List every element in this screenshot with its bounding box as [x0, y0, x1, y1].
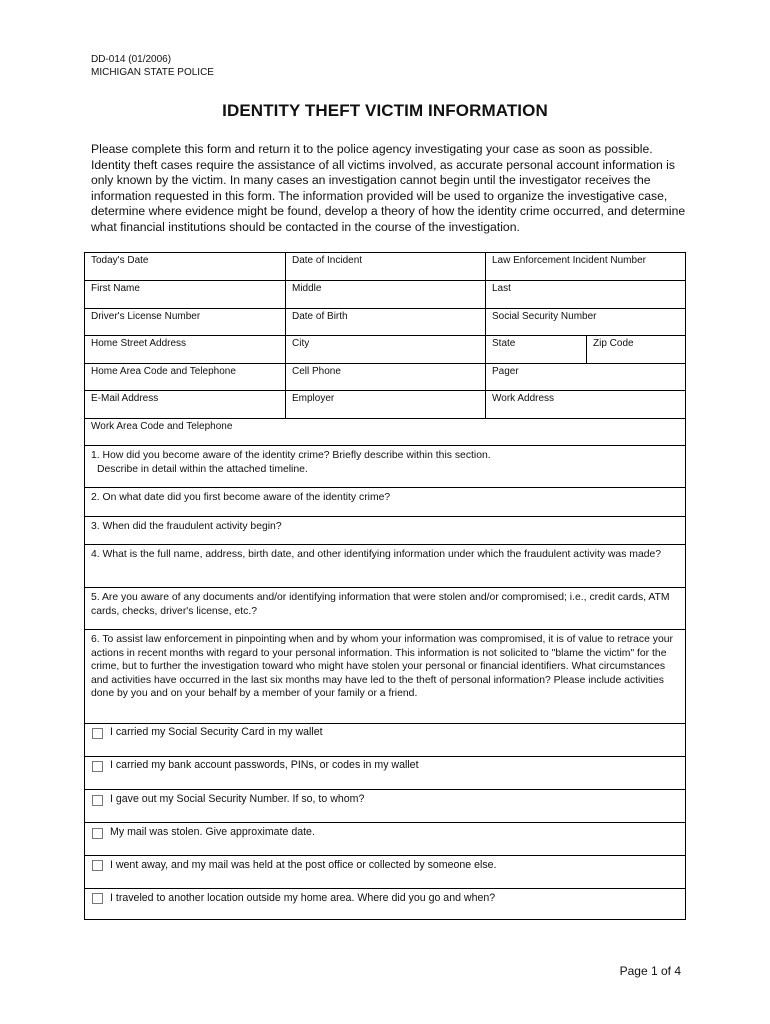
question-6: 6. To assist law enforcement in pinpointing when and by whom your information was compromised, it is of value to retrace your actions in recent months with regard to your personal information. This information is not solicited to "blame the victim" for the crime, but to further the investigation toward who might have stolen your personal or financial identifiers. What circumstances and activities have occurred in the last six months may have led to the theft of personal information? Please include activities done by you and on your behalf by a member of your family or a friend.: [91, 634, 673, 700]
field-label: City: [292, 338, 310, 349]
field-label: Home Area Code and Telephone: [91, 366, 236, 377]
form-row: [85, 308, 685, 335]
form-header: [91, 53, 214, 79]
checkbox-label: My mail was stolen. Give approximate date.: [110, 826, 315, 838]
question-5: 5. Are you aware of any documents and/or identifying information that were stolen and/or compromised; i.e., credit cards, ATM cards, checks, driver's license, etc.?: [91, 592, 670, 617]
page-number: Page 1 of 4: [619, 964, 681, 978]
question-2: 2. On what date did you first become aware of the identity crime?: [91, 492, 391, 503]
question-5-box[interactable]: [85, 587, 685, 629]
todays-date-field[interactable]: [85, 253, 285, 280]
employer-field[interactable]: [285, 391, 485, 418]
field-label: Driver's License Number: [91, 311, 201, 322]
field-label: Zip Code: [593, 338, 634, 349]
field-label: Today's Date: [91, 255, 149, 266]
victim-info-form: [84, 252, 686, 920]
checkbox[interactable]: [92, 828, 103, 839]
checkbox-label: I gave out my Social Security Number. If so, to whom?: [110, 793, 365, 805]
checkbox-row: [85, 855, 685, 888]
form-row: [85, 280, 685, 308]
field-label: Pager: [492, 366, 519, 377]
checkbox-row: [85, 723, 685, 756]
work-phone-field[interactable]: [85, 419, 685, 445]
ssn-field[interactable]: [485, 309, 685, 335]
checkbox-row: [85, 756, 685, 789]
question-1-line-1: 1. How did you become aware of the identity crime? Briefly describe within this section.: [91, 450, 491, 461]
page-title: IDENTITY THEFT VICTIM INFORMATION: [222, 101, 548, 120]
intro-paragraph: [91, 142, 691, 236]
question-4: 4. What is the full name, address, birth date, and other identifying information under which the fraudulent activity was made?: [91, 549, 662, 560]
form-row: [85, 335, 685, 363]
checkbox-label: I traveled to another location outside my home area. Where did you go and when?: [110, 892, 496, 904]
field-label: Law Enforcement Incident Number: [492, 255, 646, 266]
form-row: [85, 363, 685, 390]
field-label: First Name: [91, 283, 140, 294]
field-label: Date of Birth: [292, 311, 348, 322]
work-address-field[interactable]: [485, 391, 685, 418]
checkbox-label: I went away, and my mail was held at the post office or collected by someone else.: [110, 859, 497, 871]
first-name-field[interactable]: [85, 281, 285, 308]
zip-code-field[interactable]: [586, 336, 685, 363]
question-6-box: [85, 629, 685, 723]
question-2-box[interactable]: [85, 487, 685, 516]
email-field[interactable]: [85, 391, 285, 418]
field-label: Work Area Code and Telephone: [91, 421, 233, 432]
question-1: [91, 449, 677, 476]
question-1-box[interactable]: [85, 445, 685, 487]
checkbox[interactable]: [92, 795, 103, 806]
last-name-field[interactable]: [485, 281, 685, 308]
checkbox-label: I carried my bank account passwords, PINs, or codes in my wallet: [110, 759, 419, 771]
question-3-box[interactable]: [85, 516, 685, 544]
field-label: Cell Phone: [292, 366, 341, 377]
field-label: Middle: [292, 283, 322, 294]
question-1-line-2: Describe in detail within the attached timeline.: [97, 463, 308, 475]
state-field[interactable]: [485, 336, 586, 363]
checkbox[interactable]: [92, 728, 103, 739]
field-label: State: [492, 338, 516, 349]
cell-phone-field[interactable]: [285, 364, 485, 390]
checkbox-row: [85, 789, 685, 822]
form-row: [85, 253, 685, 280]
field-label: E-Mail Address: [91, 393, 159, 404]
checkbox-label: I carried my Social Security Card in my wallet: [110, 726, 323, 738]
form-id: DD-014 (01/2006): [91, 54, 172, 65]
intro-text: Please complete this form and return it to the police agency investigating your case as soon as possible. Identity theft cases require the assistance of all victims involved, as accurate personal account information is only known by the victim. In many cases an investigation cannot begin until the investigator receives the information requested in this form. The information provided will be used to organize the investigative case, determine where evidence might be found, develop a theory of how the identity crime occurred, and determine what financial institutions should be contacted in the course of the investigation.: [91, 142, 686, 234]
pager-field[interactable]: [485, 364, 685, 390]
incident-number-field[interactable]: [485, 253, 685, 280]
field-label: Date of Incident: [292, 255, 363, 266]
form-row: [85, 418, 685, 445]
checkbox[interactable]: [92, 860, 103, 871]
date-of-incident-field[interactable]: [285, 253, 485, 280]
field-label: Work Address: [492, 393, 555, 404]
middle-name-field[interactable]: [285, 281, 485, 308]
field-label: Last: [492, 283, 511, 294]
checkbox[interactable]: [92, 893, 103, 904]
question-3: 3. When did the fraudulent activity begin?: [91, 521, 282, 532]
question-4-box[interactable]: [85, 544, 685, 587]
home-phone-field[interactable]: [85, 364, 285, 390]
field-label: Employer: [292, 393, 335, 404]
checkbox-row: [85, 822, 685, 855]
field-label: Home Street Address: [91, 338, 187, 349]
date-of-birth-field[interactable]: [285, 309, 485, 335]
drivers-license-field[interactable]: [85, 309, 285, 335]
checkbox-row: [85, 888, 685, 921]
form-row: [85, 390, 685, 418]
agency-name: MICHIGAN STATE POLICE: [91, 67, 214, 78]
checkbox[interactable]: [92, 761, 103, 772]
field-label: Social Security Number: [492, 311, 597, 322]
city-field[interactable]: [285, 336, 485, 363]
home-address-field[interactable]: [85, 336, 285, 363]
